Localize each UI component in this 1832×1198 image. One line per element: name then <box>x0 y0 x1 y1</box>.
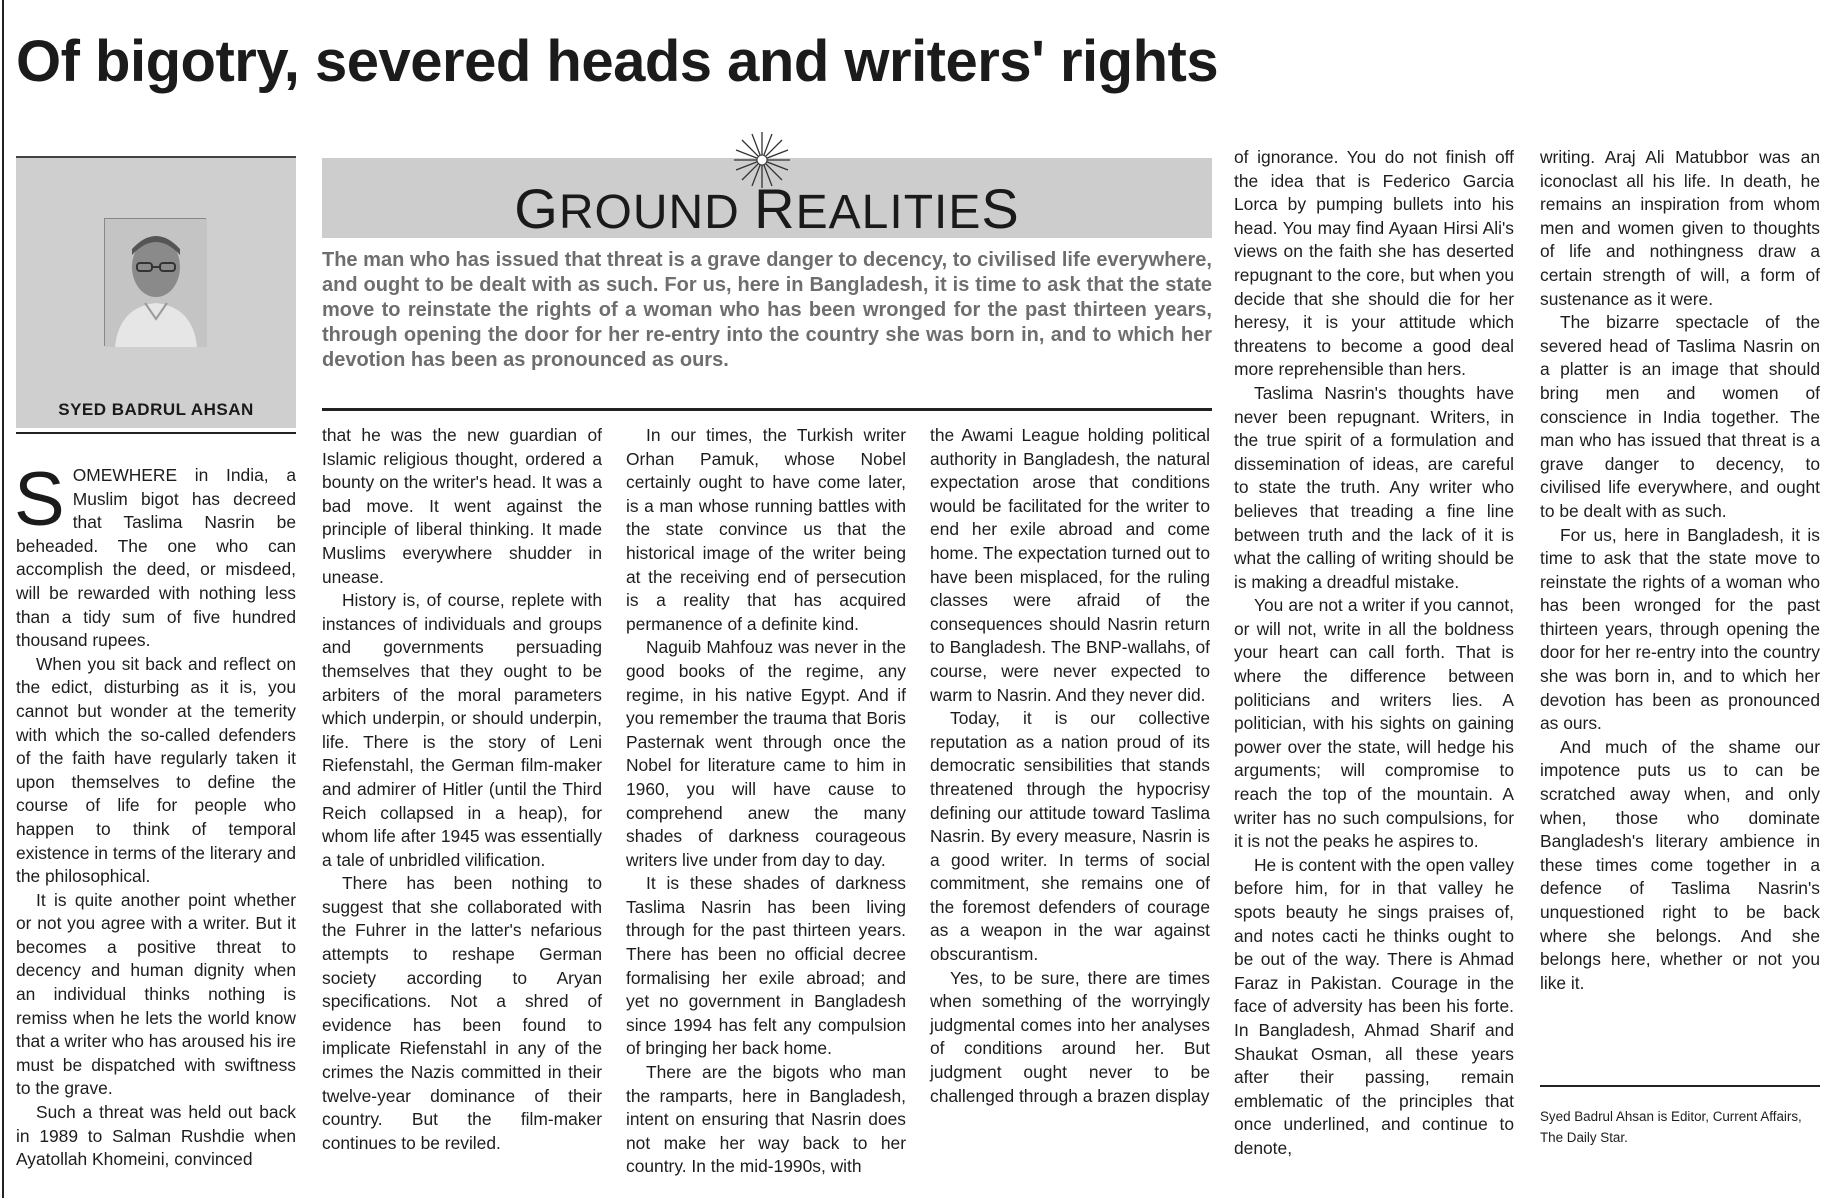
headline: Of bigotry, severed heads and writers' rights <box>16 29 1219 94</box>
article-column-2 <box>322 424 602 1155</box>
article-paragraph: Taslima Nasrin's thoughts have never been repugnant. Writers, in the true spirit of a formulation and dissemination of ideas, are careful to state the truth. Any writer who believes that treading a fine line between truth and the lack of it is what the calling of writing should be is making a dreadful mistake. <box>1234 382 1514 592</box>
article-paragraph: the Awami League holding political authority in Bangladesh, the natural expectation arose that conditions would be facilitated for the writer to end her exile abroad and come home. The expectation turned out to have been misplaced, for the ruling classes were afraid of the consequences should Nasrin return to Bangladesh. The BNP-wallahs, of course, were never expected to warm to Nasrin. And they never did. <box>930 425 1210 705</box>
article-paragraph: You are not a writer if you cannot, or will not, write in all the boldness your heart can call forth. That is where the difference between politicians and writers lies. A politician, with his sights on gaining power over the state, will hedge his arguments; will compromise to reach the top of the mountain. A writer has no such compulsions, for it is not the peaks he aspires to. <box>1234 595 1514 852</box>
article-paragraph: Today, it is our collective reputation as a nation proud of its democratic sensibilities that stands threatened through the hypocrisy defining our attitude toward Taslima Nasrin. By every measure, Nasrin is a good writer. In terms of social commitment, she remains one of the foremost defenders of courage as a weapon in the war against obscurantism. <box>930 708 1210 965</box>
author-divider <box>16 432 296 434</box>
article-paragraph: of ignorance. You do not finish off the idea that is Federico Garcia Lorca by pumping bullets into his head. You may find Ayaan Hirsi Ali's views on the faith she has deserted repugnant to the core, but when you decide that she should die for her heresy, it is your attitude which threatens to become a good deal more reprehensible than hers. <box>1234 147 1514 380</box>
banner-word-realities: EALITIE <box>795 186 982 239</box>
article-column-6 <box>1540 146 1820 995</box>
article-column-1 <box>14 457 296 1172</box>
article-paragraph: It is these shades of darkness Taslima Nasrin has been living through for the past thirteen years. There has been no official decree formalising her exile abroad; and yet no government in Bangladesh since 1994 has felt any compulsion of bringing her back home. <box>626 873 906 1059</box>
article-paragraph: writing. Araj Ali Matubbor was an iconoclast all his life. In death, he remains an inspiration from whom men and women given to thoughts of life and nothingness draw a certain strength of will, a form of sustenance as it were. <box>1540 147 1820 309</box>
article-paragraph: When you sit back and reflect on the edict, disturbing as it is, you cannot but wonder at the temerity with which the so-called defenders of the faith have regularly taken it upon themselves to define the course of life for people who happen to think of temporal existence in terms of the literary and the philosophical. <box>16 653 296 887</box>
article-paragraph: There are the bigots who man the ramparts, here in Bangladesh, intent on ensuring that Nasrin does not make her way back to her country. In the mid-1990s, with <box>626 1062 906 1177</box>
author-box <box>16 156 296 428</box>
article-paragraph: There has been nothing to suggest that she collaborated with the Fuhrer in the latter's nefarious attempts to reshape German society according to Aryan specifications. Not a shred of evidence has been found to implicate Riefenstahl in any of the crimes the Nazis committed in their twelve-year dominance of their country. But the film-maker continues to be reviled. <box>322 873 602 1153</box>
article-paragraph: He is content with the open valley before him, for in that valley he spots beauty he sings praises of, and notes cacti he thinks ought to be out of the way. There is Ahmad Faraz in Pakistan. Courage in the face of adversity has been his forte. In Bangladesh, Ahmad Sharif and Shaukat Osman, all these years after their passing, remain emblematic of the principles that once underlined, and continue to denote, <box>1234 854 1514 1158</box>
author-bio: Syed Badrul Ahsan is Editor, Current Affairs, The Daily Star. <box>1540 1109 1802 1145</box>
article-paragraph: The bizarre spectacle of the severed head of Taslima Nasrin on a platter is an image that should bring men and women of conscience in India together. The man who has issued that threat is a grave danger to decency, to civilised life everywhere, and ought to be dealt with as such. <box>1540 312 1820 521</box>
pull-quote-rule <box>322 408 1212 411</box>
bio-divider <box>1540 1085 1820 1087</box>
article-paragraph: And much of the shame our impotence puts us to can be scratched away when, and only when, those who dominate Bangladesh's literary ambience in these times come together in a defence of Taslima Nasrin's unquestioned right to be back where she belongs. And she belongs here, whether or not you like it. <box>1540 736 1820 993</box>
article-paragraph: Such a threat was held out back in 1989 to Salman Rushdie when Ayatollah Khomeini, convinced <box>16 1102 296 1170</box>
banner-word-ground: ROUND <box>558 186 755 239</box>
article-column-3 <box>626 424 906 1179</box>
article-paragraph: For us, here in Bangladesh, it is time to ask that the state move to reinstate the rights of a woman who has been wronged for the past thirteen years, through opening the door for her re-entry into the country she was born in, and to which her devotion has been as pronounced as ours. <box>1540 524 1820 734</box>
article-column-4 <box>930 424 1210 1108</box>
article-paragraph <box>14 457 296 653</box>
author-name: SYED BADRUL AHSAN <box>58 400 254 419</box>
article-paragraph: that he was the new guardian of Islamic religious thought, ordered a bounty on the writer's head. It was a bad move. It went against the principle of liberal thinking. It made Muslims everywhere shudder in unease. <box>322 425 602 587</box>
article-paragraph: Naguib Mahfouz was never in the good books of the regime, any regime, in his native Egypt. And if you remember the trauma that Boris Pasternak went through once the Nobel for literature came to him in 1960, you will have cause to comprehend anew the many shades of darkness courageous writers live under from day to day. <box>626 637 906 870</box>
pull-quote: The man who has issued that threat is a grave danger to decency, to civilised life everywhere, and ought to be dealt with as such. For us, here in Bangladesh, it is time to ask that the state move to reinstate the rights of a woman who has been wronged for the past thirteen years, through opening the door for her re-entry into the country she was born in, and to which her devotion has been as pronounced as ours. <box>322 249 1212 371</box>
drop-cap: S <box>14 457 65 542</box>
page-border-line <box>2 0 4 1198</box>
banner-letter-r: R <box>754 177 796 240</box>
ground-realities-title <box>322 176 1212 241</box>
paragraph-text: OMEWHERE in India, a Muslim bigot has decreed that Taslima Nasrin be beheaded. The one who can accomplish the deed, or misdeed, will be rewarded with nothing less than a tidy sum of five hundred thousand rupees. <box>16 465 296 651</box>
author-portrait-icon <box>105 219 207 347</box>
article-paragraph: In our times, the Turkish writer Orhan Pamuk, whose Nobel certainly ought to have come later, is a man whose running battles with the state convince us that the historical image of the writer being at the receiving end of persecution is a reality that has acquired permanence of a definite kind. <box>626 425 906 634</box>
article-column-5 <box>1234 146 1514 1161</box>
article-paragraph: Yes, to be sure, there are times when something of the worryingly judgmental comes into her analyses of conditions around her. But judgment ought never to be challenged through a brazen display <box>930 967 1210 1106</box>
article-paragraph: It is quite another point whether or not you agree with a writer. But it becomes a positive threat to decency and human dignity when an individual thinks nothing is remiss when he lets the world know that a writer who has aroused his ire must be dispatched with swiftness to the grave. <box>16 889 296 1099</box>
author-photo <box>104 218 206 346</box>
banner-letter-g: G <box>514 177 559 240</box>
article-paragraph: History is, of course, replete with instances of individuals and groups and governments persuading themselves that they ought to be arbiters of the moral parameters which underpin, or should underpin, life. There is the story of Leni Riefenstahl, the German film-maker and admirer of Hitler (until the Third Reich collapsed in a heap), for whom life after 1945 was essentially a tale of unbridled vilification. <box>322 590 602 870</box>
banner-letter-s: S <box>981 177 1020 240</box>
